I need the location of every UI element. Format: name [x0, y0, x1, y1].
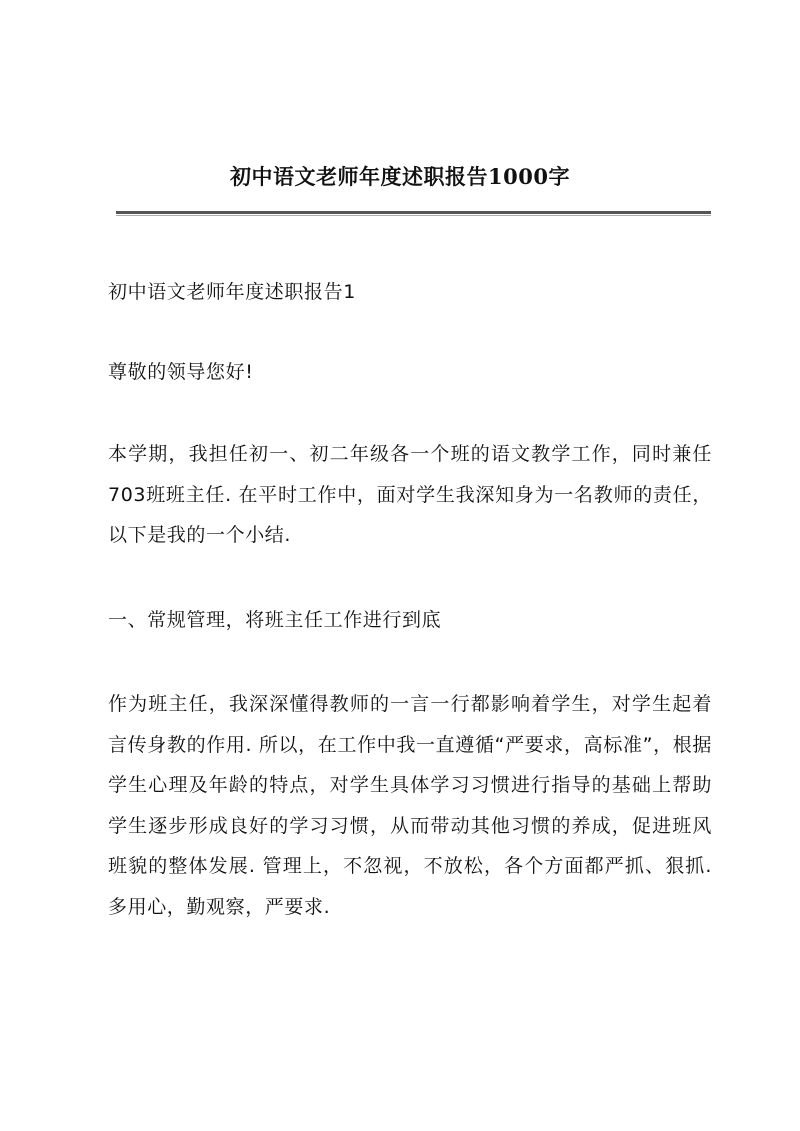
- section-one-body: 作为班主任，我深深懂得教师的一言一行都影响着学生，对学生起着言传身教的作用. 所以，在工作中我一直遵循“严要求，高标准”，根据学生心理及年龄的特点，对学生具体学习习惯进行指导的基础上帮助学生逐步形成良好的学习习惯，从而带动其他习惯的养成，促进班风班貌的整体发展. 管理上，不忽视，不放松，各个方面都严抓、狠抓. 多用心，勤观察，严要求.: [108, 693, 712, 918]
- title-underline-thin: [116, 215, 711, 216]
- intro-paragraph: 本学期，我担任初一、初二年级各一个班的语文教学工作，同时兼任703班班主任. 在平时工作中，面对学生我深知身为一名教师的责任，以下是我的一个小结.: [108, 443, 712, 546]
- greeting-line: 尊敬的领导您好!: [108, 361, 254, 383]
- report-heading: 初中语文老师年度述职报告1: [108, 281, 356, 303]
- title-underline: [116, 211, 711, 214]
- document-title: 初中语文老师年度述职报告1000字: [230, 164, 570, 189]
- section-one-heading: 一、常规管理，将班主任工作进行到底: [108, 609, 442, 631]
